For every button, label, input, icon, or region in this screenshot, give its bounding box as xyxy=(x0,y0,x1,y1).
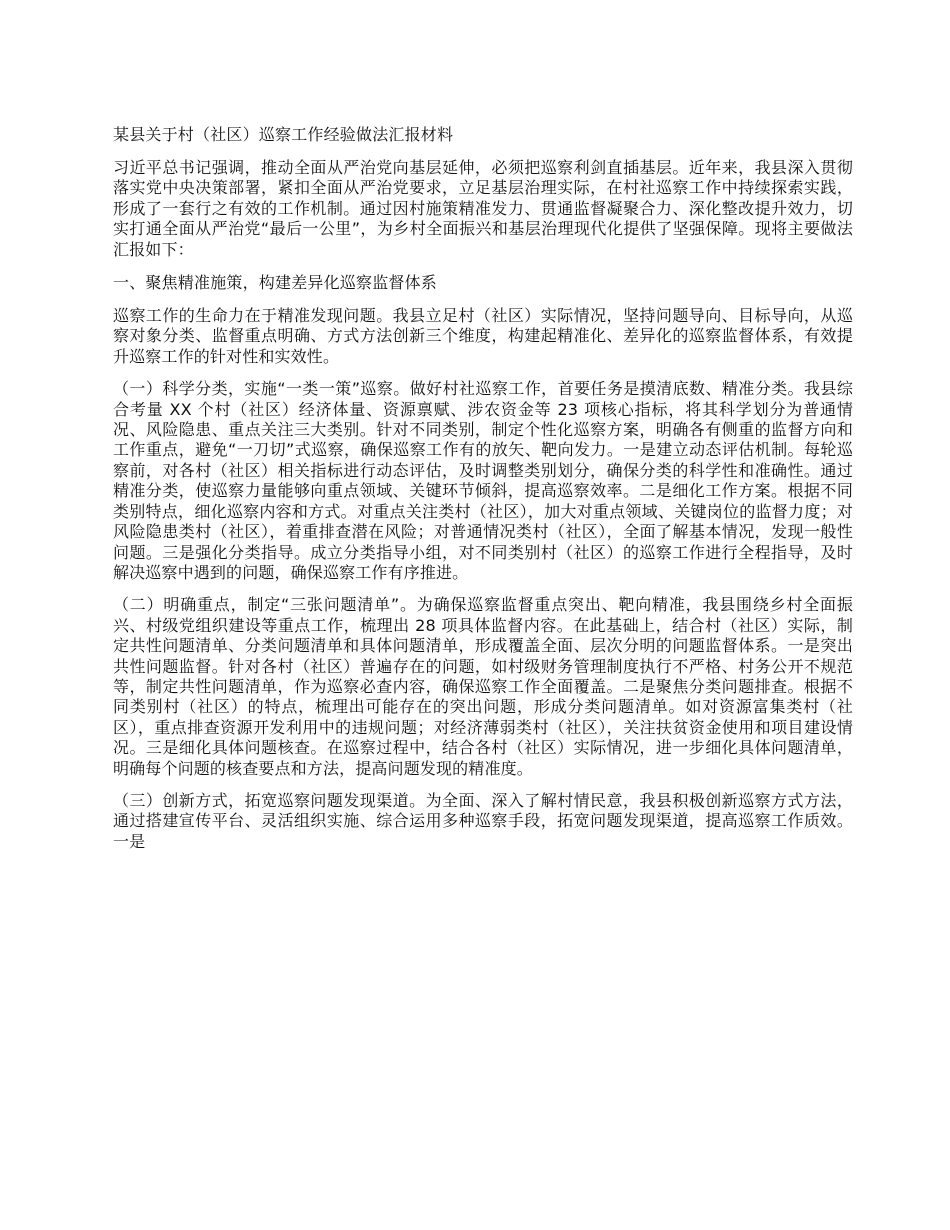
section-1-heading: 一、聚焦精准施策，构建差异化巡察监督体系 xyxy=(113,273,438,293)
document-title: 某县关于村（社区）巡察工作经验做法汇报材料 xyxy=(113,125,454,144)
paragraph-innovation: （三）创新方式，拓宽巡察问题发现渠道。为全面、深入了解村情民意，我县积极创新巡察方式方法，通过搭建宣传平台、灵活组织实施、综合运用多种巡察手段，拓宽问题发现渠道，提高巡察工作质效。一是 xyxy=(113,790,853,851)
paragraph-classification: （一）科学分类，实施“一类一策”巡察。做好村社巡察工作，首要任务是摸清底数、精准分类。我县综合考量 XX 个村（社区）经济体量、资源禀赋、涉农资金等 23 项核心指标，将其科学划分为普通情况、风险隐患、重点关注三大类别。针对不同类别，制定个性化巡察方案，明确各有侧重的监督方向和工作重点，避免“一刀切”式巡察，确保巡察工作有的放矢、靶向发力。一是建立动态评估机制。每轮巡察前，对各村（社区）相关指标进行动态评估，及时调整类别划分，确保分类的科学性和准确性。通过精准分类，使巡察力量能够向重点领域、关键环节倾斜，提高巡察效率。二是细化工作方案。根据不同类别特点，细化巡察内容和方式。对重点关注类村（社区），加大对重点领域、关键岗位的监督力度；对风险隐患类村（社区），着重排查潜在风险；对普通情况类村（社区），全面了解基本情况，发现一般性问题。三是强化分类指导。成立分类指导小组，对不同类别村（社区）的巡察工作进行全程指导，及时解决巡察中遇到的问题，确保巡察工作有序推进。 xyxy=(113,379,853,582)
document-page xyxy=(113,124,853,864)
intro-paragraph: 习近平总书记强调，推动全面从严治党向基层延伸，必须把巡察利剑直插基层。近年来，我县深入贯彻落实党中央决策部署，紧扣全面从严治党要求，立足基层治理实际，在村社巡察工作中持续探索实践，形成了一套行之有效的工作机制。通过因村施策精准发力、贯通监督凝聚合力、深化整改提升效力，切实打通全面从严治党“最后一公里”，为乡村全面振兴和基层治理现代化提供了坚强保障。现将主要做法汇报如下： xyxy=(113,158,853,259)
section-1-intro-paragraph: 巡察工作的生命力在于精准发现问题。我县立足村（社区）实际情况，坚持问题导向、目标导向，从巡察对象分类、监督重点明确、方式方法创新三个维度，构建起精准化、差异化的巡察监督体系，有效提升巡察工作的针对性和实效性。 xyxy=(113,306,853,366)
paragraph-problem-lists: （二）明确重点，制定“三张问题清单”。为确保巡察监督重点突出、靶向精准，我县围绕乡村全面振兴、村级党组织建设等重点工作，梳理出 28 项具体监督内容。在此基础上，结合村（社区）实际，制定共性问题清单、分类问题清单和具体问题清单，形成覆盖全面、层次分明的问题监督体系。一是突出共性问题监督。针对各村（社区）普遍存在的问题，如村级财务管理制度执行不严格、村务公开不规范等，制定共性问题清单，作为巡察必查内容，确保巡察工作全面覆盖。二是聚焦分类问题排查。根据不同类别村（社区）的特点，梳理出可能存在的突出问题，形成分类问题清单。如对资源富集类村（社区），重点排查资源开发利用中的违规问题；对经济薄弱类村（社区），关注扶贫资金使用和项目建设情况。三是细化具体问题核查。在巡察过程中，结合各村（社区）实际情况，进一步细化具体问题清单，明确每个问题的核查要点和方法，提高问题发现的精准度。 xyxy=(113,595,853,778)
